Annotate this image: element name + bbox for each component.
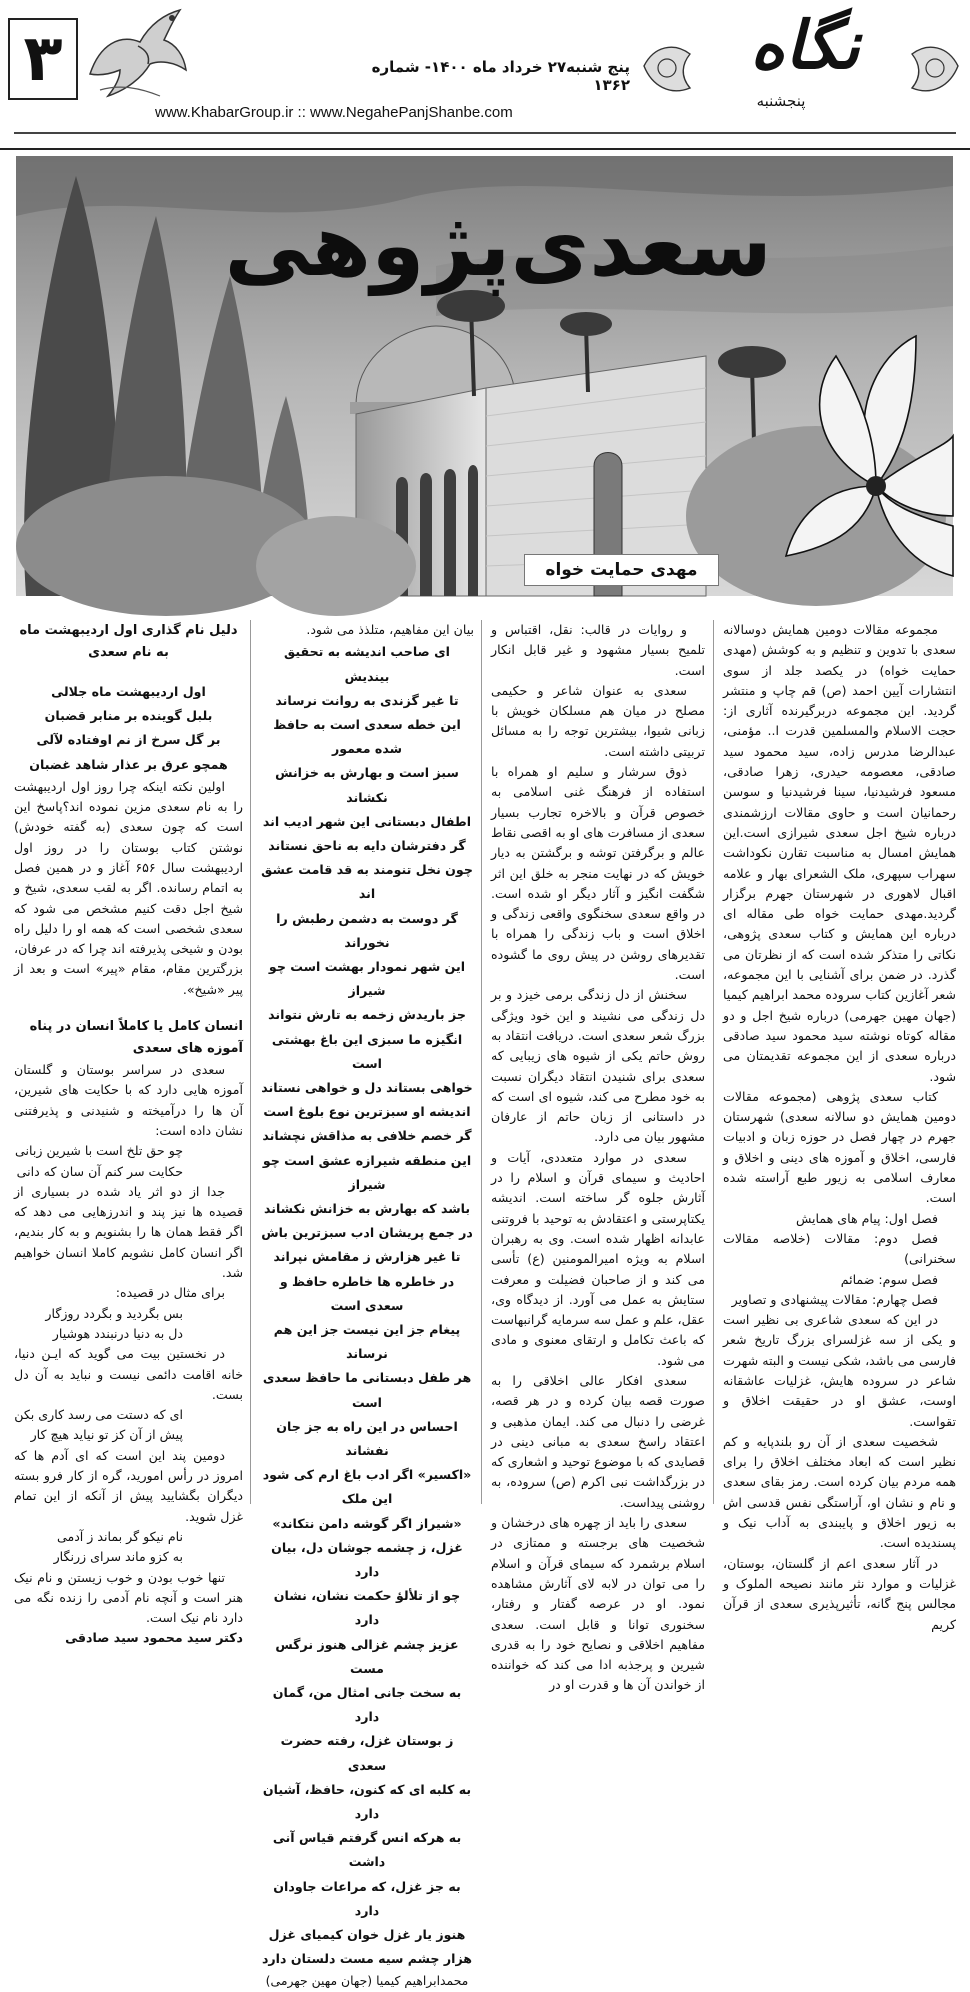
section-heading: انسان کامل یا کاملاً انسان در پناه xyxy=(29,1019,243,1035)
paragraph: سعدی افکار عالی اخلاقی را به صورت قصه بیان کرده و در هر قصه، غرضی را دنبال می کند. ایمان مذهبی و اعتقاد راسخ سعدی به مبانی دینی در قصایدی که با موضوع توحید و اشعاری که در بزرگداشت نبی اکرم (ص) سروده، به روشنی پیداست. xyxy=(491,1372,705,1510)
poem-verse-line: اندیشه او سبزترین نوع بلوغ است xyxy=(263,1104,471,1120)
column-divider xyxy=(713,620,714,1504)
paragraph: تنها خوب بودن و خوب زیستن و نام نیک هنر است و آنچه نام آدمی را زنده نگه می دارد نام نیک است. xyxy=(14,1569,243,1626)
article-column-4 xyxy=(14,620,243,1646)
poem-verse-line: گر دفترشان دایه به ناحق نستاند xyxy=(268,837,466,853)
verse-line: حکایت سر کنم آن سان که دانی xyxy=(16,1163,183,1179)
list-item: فصل دوم: مقالات (خلاصه مقالات سخنرانی) xyxy=(723,1230,956,1267)
list-item: فصل سوم: ضمائم xyxy=(840,1271,938,1287)
poem-verse-line: ای صاحب اندیشه به تحقیق بیندیش xyxy=(284,644,450,684)
paragraph: سعدی را باید از چهره های درخشان و شخصیت های برجسته و ممتازی در اسلام برشمرد که سیمای قرآن و اسلام را می توان در لابه لای آثارش مشاهده نمود. او در عرصه گفتار و رفتار، سخنوری توانا و قابل است. سعدی مفاهیم اخلاقی و نصایح خود را به قدری شیرین و پرجذبه ادا می کند که خواننده از خواندن آن ها و قدرت او در xyxy=(491,1515,705,1693)
list-item: فصل اول: پیام های همایش xyxy=(795,1210,938,1226)
poem-verse-line: تا غیر گزندی به روانت نرساند xyxy=(275,692,459,708)
poem-verse-line: به هرکه انس گرفتم قیاس آنی داشت xyxy=(272,1830,462,1870)
author-name: مهدی حمایت خواه xyxy=(524,554,719,586)
section-heading: آموزه های سعدی xyxy=(132,1041,243,1057)
poem-verse-line: این شهر نمودار بهشت است چو شیراز xyxy=(268,958,466,999)
poem-verse-line: انگیزه ما سبزی این باغ بهشتی است xyxy=(271,1031,463,1071)
poem-verse-line: جز باریدش زخمه به تارش نتواند xyxy=(268,1007,466,1023)
poem-verses xyxy=(260,640,474,1971)
verse-line: بس بگردید و بگردد روزگار xyxy=(45,1305,183,1321)
poem-verse-line: چو از تلألؤ حکمت نشان، نشان دارد xyxy=(273,1588,461,1628)
verse-line: نام نیکو گر بماند ز آدمی xyxy=(56,1528,183,1544)
logo-subtitle: پنجشنبه xyxy=(756,92,806,110)
poem-verse-line: در جمع پریشان ادب سبزترین باش xyxy=(261,1225,473,1241)
issue-date: پنج شنبه۲۷ خرداد ماه ۱۴۰۰- شماره ۱۳۶۲ xyxy=(371,58,630,94)
poem-verse-line: گر دوست به دشمن رطبش را نخوراند xyxy=(276,910,458,950)
verse-line: ای که دستت می رسد کاری بکن xyxy=(14,1407,183,1423)
section-heading: دلیل نام گذاری اول اردیبهشت ماه xyxy=(19,623,238,638)
poem-verse-line: ز بوستان غزل، رفته حضرت سعدی xyxy=(280,1733,454,1773)
hero-title: سعدی‌پژوهی xyxy=(224,196,772,296)
article-column-2 xyxy=(491,620,705,1693)
poem-verse-line: هر طفل دبستانی ما حافظ سعدی است xyxy=(262,1370,472,1410)
author-signature: دکتر سید محمود سید صادقی xyxy=(65,1630,243,1646)
verse-line: پیش از آن کز تو نیاید هیچ کار xyxy=(30,1427,183,1443)
verse-line: بر گل سرخ از نم اوفتاده لآلی xyxy=(36,732,221,748)
verse-line: به کزو ماند سرای زرنگار xyxy=(53,1549,183,1565)
paragraph: جدا از دو اثر یاد شده در بسیاری از قصیده ها نیز پند و اندرزهایی می دهد که اگر فقط همان ها را بشنویم و به کار بندیم، اگر انسان کامل نشویم کاملا انسان خواهیم شد. xyxy=(14,1183,243,1281)
poem-verse-line: پیغام جز این نیست جز این هم نرساند xyxy=(273,1321,461,1362)
paragraph: مجموعه مقالات دومین همایش دوسالانه سعدی با تدوین و تنظیم و به کوشش (مهدی حمایت خواه) در یکصد جلد از سوی انتشارات آیین احمد (ص) قم چاپ و منتشر گردید. این مجموعه دربرگیرنده آثاری از: حجت الاسلام والمسلمین قدرت ا.. مؤمنی، عبدالرضا مدرس زاده، سید محمود سید صادقی، معصومه حیدری، زهرا صادقی، مسعود فرشیدنیا، سینا فرشیدنیا و سوسن رحمانیان است و حاوی مقالات ارزشمندی درباره شیخ اجل سعدی شیرازی است.این همایش امسال به مناسبت تقارن نکوداشت سهراب سپهری، ملک الشعرای بهار و علامه اقبال لاهوری در شهرستان جهرم برگزار گردید.مهدی حمایت خواه طی مقاله ای درباره این همایش و کتاب سعدی پژوهی، نکاتی را متذکر شده است که از نظرتان می گذرد. در ضمن برای آشنایی با این مجموعه، شعر آغازین کتاب سروده محمد ابراهیم کیمیا (جهان مهین جهرمی) درباره شیخ اجل و دو مقاله کوتاه نوشته سید محمود سید صادقی درباره سعدی از این مجموعه تقدیمتان می شود. xyxy=(723,622,956,1084)
poem-column xyxy=(260,620,474,1989)
poem-verse-line: سبز است و بهارش به خزانش نکشاند xyxy=(275,765,459,805)
poem-verse-line: «شیراز اگر گوشه دامن نتکاند» xyxy=(272,1515,462,1531)
poem-verse-line: خواهی بستاند دل و خواهی نستاند xyxy=(261,1079,473,1095)
poem-verse-line: غزل، ز چشمه جوشان دل، بیان دارد xyxy=(271,1539,463,1580)
paragraph: و روایات در قالب: نقل، اقتباس و تلمیح بسیار مشهود و غیر قابل انکار است. xyxy=(491,622,705,678)
section-heading: به نام سعدی xyxy=(88,645,169,660)
paragraph: سعدی در سراسر بوستان و گلستان آموزه هایی دارد که با حکایت های شیرین، آن ها را درآمیخته و شنیدنی و پذیرفتنی نشان داده است: xyxy=(14,1062,243,1138)
verse-line: چو حق تلخ است با شیرین زبانی xyxy=(15,1143,183,1159)
column-divider xyxy=(250,620,251,1504)
paragraph: سعدی به عنوان شاعر و حکیمی مصلح در میان هم مسلکان خویش با زبانی شیوا، بیشترین توجه را به مسائل تربیتی داشته است. xyxy=(491,682,705,759)
poem-verse-line: به سخت جانی امثال من، گمان دارد xyxy=(272,1685,462,1725)
hero-image xyxy=(16,156,953,596)
poem-verse-line: چون نخل تنومند به قد قامت عشق اند xyxy=(261,862,473,902)
page-number: ۳ xyxy=(8,18,78,100)
verse-line: دل به دنیا درنبندد هوشیار xyxy=(52,1325,183,1341)
paragraph: در نخستین بیت می گوید که ایـن دنیا، خانه اقامت دائمی نیست و نباید به آن دل بست. xyxy=(14,1346,243,1402)
verse-line: همچو عرق بر عذار شاهد غضبان xyxy=(29,756,228,772)
column-divider xyxy=(481,620,482,1504)
article-column-1 xyxy=(723,620,956,1632)
poem-verse-line: هزار چشم سیه مست دلستان دارد xyxy=(261,1951,473,1967)
poem-verse-line: باشد که بهارش به خزانش نکشاند xyxy=(263,1200,471,1216)
paragraph: برای مثال در قصیده: xyxy=(115,1285,225,1301)
poem-source: محمدابراهیم کیمیا (جهان مهین جهرمی) xyxy=(265,1973,469,1989)
poem-verse-line: به کلبه ای که کنون، حافظ، آشیان دارد xyxy=(262,1781,472,1822)
masthead xyxy=(0,0,970,150)
paragraph: سخنش از دل زندگی برمی خیزد و بر دل زندگی می نشیند و این خود ویژگی بزرگ شعر سعدی است. دریافت انتقاد به روش حاتم یکی از شیوه های زیبایی که سعدی برای شنیدن انتقاد دیگران نسبت به خود مطرح می کند، شیوه ای است که در داستانی از زبان حاتم از عارفان مشهور بیان می دارد. xyxy=(491,987,705,1145)
verse-line: اول اردیبهشت ماه جلالی xyxy=(51,684,206,699)
phoenix-ornament-icon xyxy=(80,4,192,102)
newspaper-logo xyxy=(640,6,962,126)
poem-verse-line: احساس در این راه به جز جان نفشاند xyxy=(276,1418,458,1458)
poem-verse-line: عزیز چشم غزالی هنوز نرگس مست xyxy=(275,1636,459,1676)
poem-verse-line: هنوز یار غزل خوان کیمیای غزل xyxy=(268,1927,466,1943)
poem-verse-line: تا غیر هزارش ز مقامش نپراند xyxy=(273,1249,461,1265)
paragraph: شخصیت سعدی از آن رو بلندپایه و کم نظیر است که ابعاد مختلف اخلاق را برای همه مردم بیان کرده است. رمز بقای سعدی و نام و نشان او، آراستگی نفس قدسی اش به زیور اخلاق و پایبندی به آداب نیک و پسندیده است. xyxy=(723,1433,956,1551)
paragraph: در آثار سعدی اعم از گلستان، بوستان، غزلیات و موارد نثر مانند نصیحه الملوک و مجالس پنج گانه، تأثیرپذیری سعدی از قرآن کریم xyxy=(723,1555,956,1632)
verse-line: بلبل گوینده بر منابر قضبان xyxy=(44,708,213,724)
paragraph: دومین پند این است که ای آدم ها که امروز در رأس امورید، گره از کار فرو بسته دیگران بگشایید پیش از آنکه از این تمام غزل شوید. xyxy=(14,1447,243,1524)
poem-verse-line: اطفال دبستانی این شهر ادیب اند xyxy=(262,813,472,829)
paragraph: کتاب سعدی پژوهی (مجموعه مقالات دومین همایش دو سالانه سعدی) شهرستان جهرم در چهار فصل در حوزه زبان و ادبیات فارسی، اخلاق و آموزه های دینی و اخلاق و معارف اسلامی به زیور طبع آراسته شده است. xyxy=(723,1088,956,1206)
poem-intro: بیان این مفاهیم، متلذذ می شود. xyxy=(306,622,474,637)
poem-verse-line: به جز غزل، که مراعات جاودان دارد xyxy=(273,1878,461,1918)
paragraph: سعدی در موارد متعددی، آیات و احادیث و سیمای قرآن و اسلام را در آثارش جلوه گر ساخته است. اندیشه یکتاپرستی و اعتقادش به توحید با فروتنی عابدانه اظهار شده است. وی به رهبران اسلام به ویژه امیرالمومنین (ع) تأسی می کند و از صاحبان فضیلت و معرفت ستایش به عمل می آورد. از دیدگاه وی، عقل، علم و عمل سه سرمایه گرانبهاست که باعث تکامل و ارتقای معنوی و مادی می شود. xyxy=(491,1149,705,1368)
poem-verse-line: «اکسیر» اگر ادب باغ ارم کی شود این ملک xyxy=(262,1467,472,1507)
website-urls: www.KhabarGroup.ir :: www.NegahePanjShanbe.com xyxy=(155,104,513,121)
poem-verse-line: این منطقه شیرازه عشق است چو شیراز xyxy=(262,1152,472,1192)
paragraph: در این که سعدی شاعری بی نظیر است و یکی از سه غزلسرای بزرگ تاریخ شعر فارسی می باشد، شکی نیست و البته شهرت شاعر در سروده هایش، غزلیات عاشقانه اوست، عشق او در حقیقت اخلاق و تقواست. xyxy=(723,1312,956,1429)
poem-verse-line: این خطه سعدی است به حافظ شده معمور xyxy=(273,716,461,757)
poem-verse-line: گر خصم خلافی به مذاقش نچشاند xyxy=(262,1128,472,1144)
logo-wordmark: نگاه xyxy=(750,6,860,84)
paragraph: اولین نکته اینکه چرا روز اول اردیبهشت را به نام سعدی مزین نموده اند؟پاسخ این است که چون سعدی (به گفته خودش) نوشتن کتاب بوستان را در روز اول اردیبهشت سال ۶۵۶ آغاز و در همین فصل به اتمام رسانده. اگر به لقب سعدی، شیخ و شیخ اجل دقت کنیم مشخص می شود که سعدی شخصی است که همه او را دلیل راه بودن و شیخی پذیرفته اند چرا که در عرفان، بزرگترین مقام، مقام «پیر» است و بعد از پیر «شیخ». xyxy=(14,778,243,997)
paragraph: ذوق سرشار و سلیم او همراه با استفاده از فرهنگ غنی اسلامی به خصوص قرآن و بالاخره تجارب بسیار سعدی از مسافرت های او به اقصی نقاط عالم و برگرفتن توشه و برگشتن به دیار خویش که در نهایت منجر به خلق این اثر شگفت انگیز و آثار دیگر او شده است. در واقع سعدی سخنگوی واقعی زندگی و اخلاق است و باب زندگی را همراه با تقدیرهای روشن در پیش روی ما گشوده است. xyxy=(491,764,705,983)
poem-verse-line: در خاطره ها خاطره حافظ و سعدی است xyxy=(279,1273,455,1313)
header-rule xyxy=(14,132,956,134)
list-item: فصل چهارم: مقالات پیشنهادی و تصاویر xyxy=(731,1291,938,1307)
